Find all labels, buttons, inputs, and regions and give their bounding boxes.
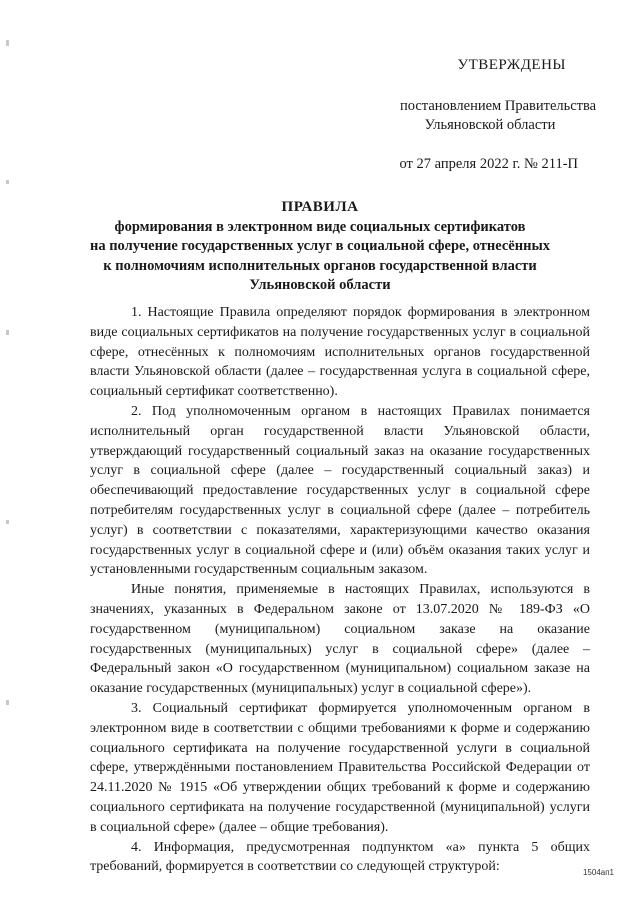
paragraph-4: 4. Информация, предусмотренная подпунктом «а» пункта 5 общих требований, формируется в соответствии со следующей структурой: [90, 839, 590, 875]
scan-artifact [6, 180, 9, 184]
approval-date: от 27 апреля 2022 г. № 211-П [399, 156, 578, 172]
paragraph-2-definitions: Иные понятия, применяемые в настоящих Правилах, используются в значениях, указанных в Федеральном законе от 13.07.2020 № 189-ФЗ «О государственном (муниципальном) социальном заказе на оказание государственных (муниципальных) услуг в социальной сфере» (далее – Федеральный закон «О государственном (муниципальном) социальном заказе на оказание государственных (муниципальных) услуг в социальной сфере»). [90, 582, 590, 697]
approval-authority-line2: Ульяновской области [424, 117, 556, 133]
document-title [70, 198, 570, 296]
paragraph-3: 3. Социальный сертификат формируется уполномоченным органом в электронном виде в соответствии с общими требованиями к форме и содержанию социального сертификата на получение государственной услуги в социальной сфере, утверждёнными постановлением Правительства Российской Федерации от 24.11.2020 № 1915 «Об утверждении общих требований к форме и содержанию социального сертификата на получение государственной (муниципальной) услуги в социальной сфере» (далее – общие требования). [90, 700, 590, 835]
title-main: ПРАВИЛА [281, 199, 359, 215]
approval-block [340, 56, 597, 174]
title-line: на получение государственных услуг в социальной сфере, отнесённых [89, 238, 551, 254]
document-body [90, 303, 590, 877]
scan-artifact [6, 40, 9, 46]
approved-heading: УТВЕРЖДЕНЫ [457, 57, 566, 73]
title-line: к полномочиям исполнительных органов государственной власти [103, 257, 537, 274]
document-code: 1504ап1 [582, 868, 614, 877]
title-line: Ульяновской области [249, 277, 391, 293]
scan-artifact [6, 520, 9, 524]
paragraph-1: 1. Настоящие Правила определяют порядок формирования в электронном виде социальных сертификатов на получение государственных услуг в социальной сфере, отнесённых к полномочиям исполнительных органов государственной власти Ульяновской области (далее – государственная услуга в социальной сфере, социальный сертификат соответственно). [90, 305, 590, 400]
scan-artifact [6, 700, 9, 705]
title-line: формирования в электронном виде социальных сертификатов [114, 218, 526, 235]
scan-artifact [6, 330, 9, 335]
paragraph-2: 2. Под уполномоченным органом в настоящих Правилах понимается исполнительный орган государственной власти Ульяновской области, утверждающий государственный социальный заказ на оказание государственных услуг в социальной сфере (далее – государственный социальный заказ) и обеспечивающий предоставление государственных услуг в социальной сфере потребителям государственных услуг в социальной сфере (далее – потребитель услуг) в соответствии с показателями, характеризующими качество оказания государственных услуг в социальной сфере и (или) объём оказания таких услуг и установленными государственным социальным заказом. [90, 403, 590, 578]
approval-authority-line1: постановлением Правительства [400, 98, 597, 114]
